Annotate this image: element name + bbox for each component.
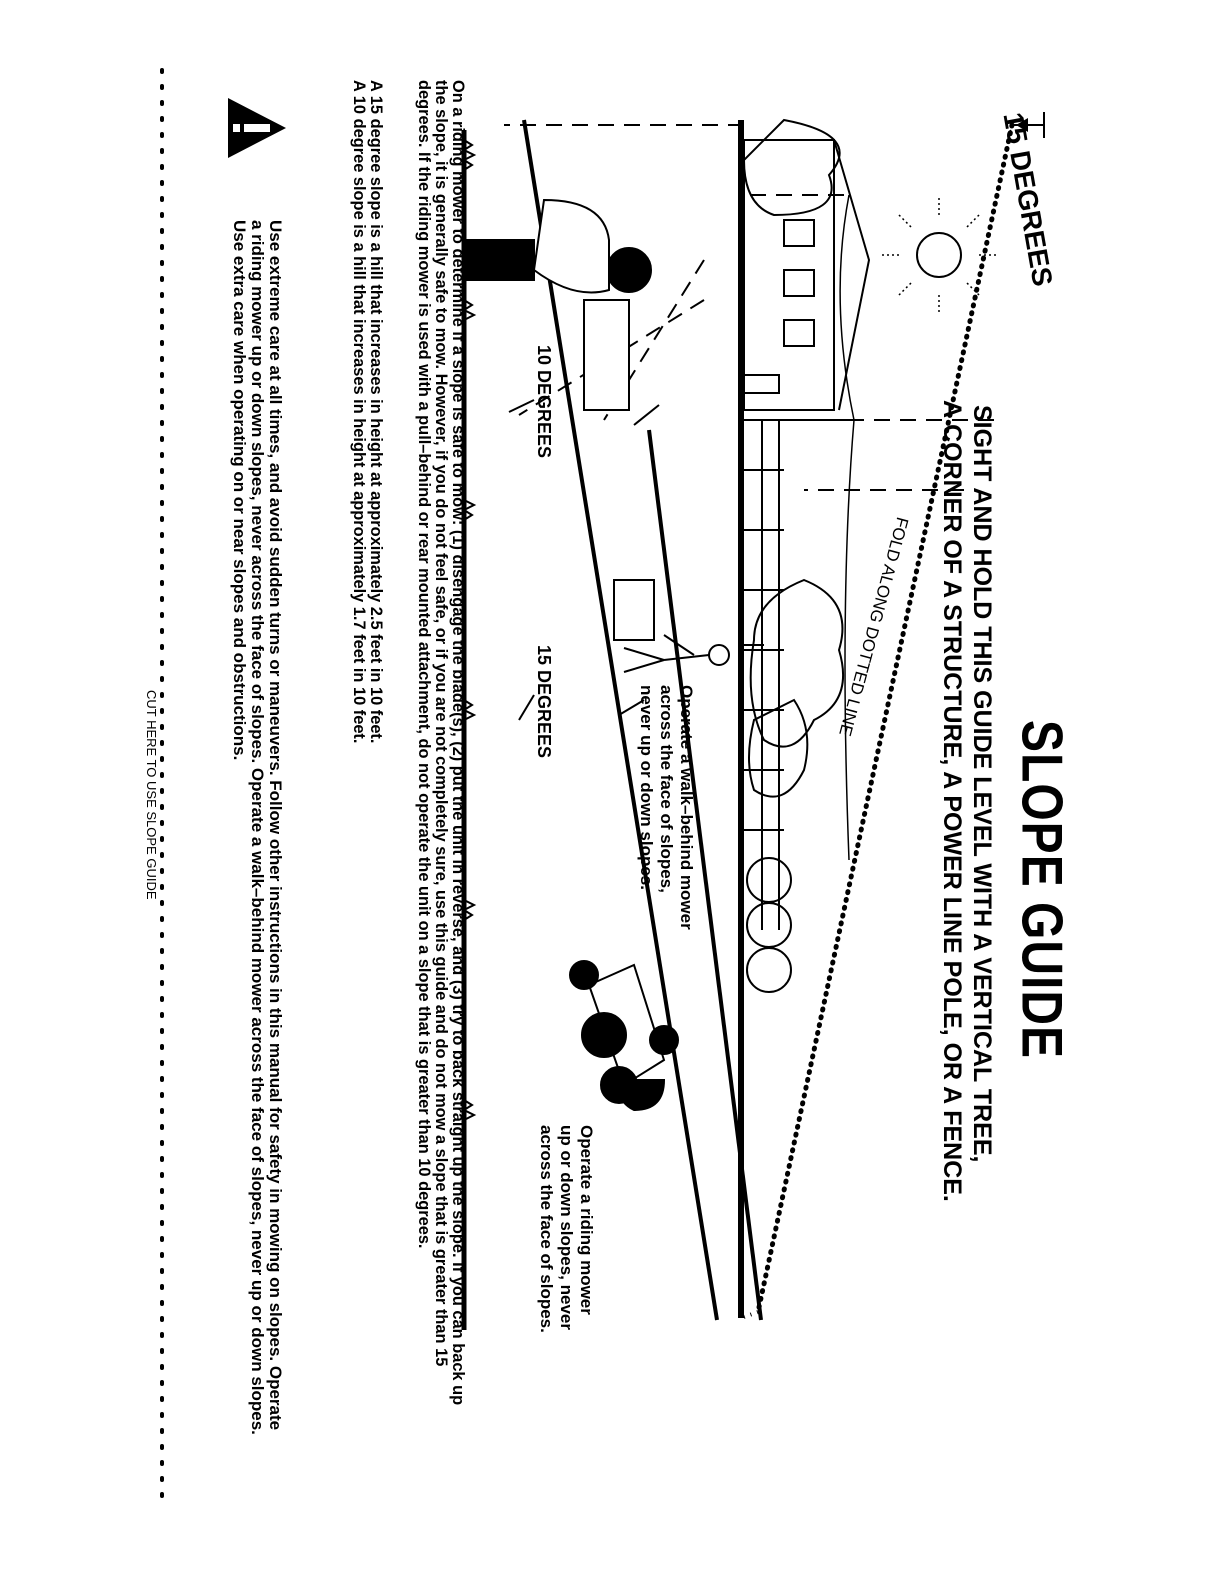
subtitle-line-1: SIGHT AND HOLD THIS GUIDE LEVEL WITH A VERTICAL TREE, xyxy=(968,405,996,1163)
fold-label: FOLD ALONG DOTTED LINE xyxy=(835,515,912,739)
warning-icon xyxy=(224,96,288,160)
trees-icon xyxy=(744,120,843,992)
cut-label: CUT HERE TO USE SLOPE GUIDE xyxy=(144,690,159,900)
ride-caption-line: across the face of slopes. xyxy=(537,1125,556,1333)
sun-icon xyxy=(879,195,999,315)
slope-note-10: A 10 degree slope is a hill that increases in height at approximately 1.7 feet in 10 feet. xyxy=(350,80,368,744)
person-sighting-icon xyxy=(464,200,651,410)
power-line xyxy=(840,195,854,860)
sight-lines xyxy=(504,125,994,490)
slope-notes xyxy=(350,80,384,743)
walk-caption-line: never up or down slopes. xyxy=(637,685,656,890)
subtitle-line-2: A CORNER OF A STRUCTURE, A POWER LINE POLE, OR A FENCE. xyxy=(938,400,966,1202)
walk-caption-line: across the face of slopes, xyxy=(657,685,676,893)
walk-caption-line: Operate a walk–behind mower xyxy=(677,685,696,930)
warning-text: Use extreme care at all times, and avoid sudden turns or maneuvers. Follow other instructions in this manual for safety in mowing on slopes. Operate a riding mower up or down slopes, never across the face of slopes. Operate a walk–behind mower across the face of slopes, never up or down slopes. Use extra care when operating on or near slopes and obstructions. xyxy=(230,220,285,1435)
walk-behind-caption xyxy=(636,685,696,930)
label-arrows xyxy=(509,400,659,720)
ride-caption-line: up or down slopes, never xyxy=(557,1125,576,1330)
slope-note-15: A 15 degree slope is a hill that increases in height at approximately 2.5 feet in 10 feet. xyxy=(367,80,385,744)
fifteen-degrees-label: 15 DEGREES xyxy=(534,645,554,759)
instructions-paragraph: On a riding mower to determine if a slope is safe to mow: (1) disengage the blade(s), (2) put the unit in reverse, and (3) try to back straight up the slope. If you can back up the slope, it is generally safe to mow. However, if you do not feel safe, or if you are not completely sure, use this guide and do not mow a slope that is greater than 15 degrees. If the riding mower is used with a pull–behind or rear mounted attachment, do not operate the unit on a slope that is greater than 10 degrees. xyxy=(415,80,467,1406)
ten-degrees-label: 10 DEGREES xyxy=(534,345,554,459)
top-angle-label: 15 DEGREES xyxy=(997,110,1059,289)
house-icon xyxy=(744,140,869,410)
ride-caption-line: Operate a riding mower xyxy=(577,1125,596,1315)
page-title: SLOPE GUIDE xyxy=(1009,720,1073,1060)
riding-mower-caption xyxy=(536,1125,596,1333)
